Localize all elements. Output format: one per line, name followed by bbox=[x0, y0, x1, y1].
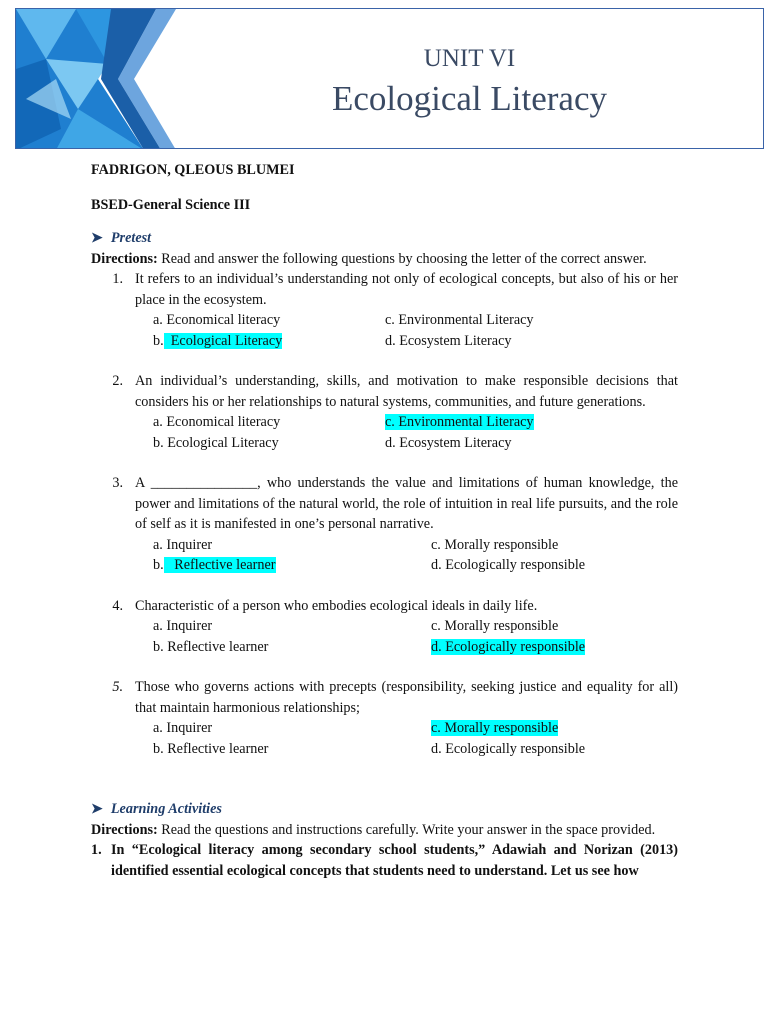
question-1: 1. It refers to an individual’s understanding not only of ecological concepts, but also of his or her place in the ecosystem. bbox=[112, 271, 678, 308]
option-d[interactable] bbox=[431, 637, 585, 658]
option-c[interactable] bbox=[385, 412, 534, 433]
arrow-bullet-icon: ➤ bbox=[91, 801, 103, 817]
question-5: 5. Those who governs actions with precepts (responsibility, seeking justice and equality for all) that maintain harmonious relationships; bbox=[112, 679, 678, 716]
option-a[interactable]: a. Inquirer bbox=[153, 536, 213, 553]
option-b[interactable]: b. Ecological Literacy bbox=[153, 332, 283, 349]
option-d[interactable]: d. Ecologically responsible bbox=[431, 740, 586, 757]
question-3-options bbox=[91, 535, 678, 576]
selected-answer: c. Morally responsible bbox=[431, 720, 559, 736]
activities-directions: Directions: Read the questions and instructions carefully. Write your answer in the space provided. bbox=[91, 821, 656, 838]
option-a[interactable]: a. Inquirer bbox=[153, 618, 213, 634]
option-d[interactable]: d. Ecosystem Literacy bbox=[385, 332, 512, 349]
option-a[interactable]: a. Inquirer bbox=[153, 720, 213, 736]
selected-answer: d. Ecologically responsible bbox=[431, 638, 586, 655]
activity-item-1: 1. In “Ecological literacy among secondary school students,” Adawiah and Norizan (2013) identified essential ecological concepts that students need to understand. Let us see how bbox=[91, 842, 678, 879]
option-b[interactable]: b. Reflective learner bbox=[153, 740, 269, 757]
question-2: 2. An individual’s understanding, skills, and motivation to make responsible decisions that considers his or her relationships to natural systems, communities, and future generations. bbox=[112, 373, 678, 410]
question-3: 3. A _______________, who understands the value and limitations of human knowledge, the power and limitations of the natural world, the role of intuition in real life pursuits, and the role of self as it is manifested in one’s personal narrative. bbox=[112, 475, 678, 532]
student-name: FADRIGON, QLEOUS BLUMEI bbox=[91, 162, 295, 178]
question-2-options bbox=[91, 412, 678, 453]
question-5-options bbox=[91, 718, 678, 759]
option-b[interactable]: b. Reflective learner bbox=[153, 557, 276, 573]
document-body bbox=[91, 158, 678, 881]
option-c[interactable]: c. Morally responsible bbox=[431, 536, 559, 553]
question-4: 4. Characteristic of a person who embodies ecological ideals in daily life. bbox=[112, 597, 538, 614]
pretest-directions: Directions: Read and answer the following questions by choosing the letter of the correct answer. bbox=[91, 250, 647, 267]
page-title: Ecological Literacy bbox=[332, 79, 607, 118]
arrow-bullet-icon: ➤ bbox=[91, 230, 103, 246]
selected-answer: Reflective learner bbox=[164, 557, 276, 573]
student-course: BSED-General Science III bbox=[91, 196, 251, 213]
option-c[interactable] bbox=[431, 718, 585, 739]
unit-label: UNIT VI bbox=[423, 45, 516, 72]
option-a[interactable]: a. Economical literacy bbox=[153, 414, 281, 430]
option-a[interactable]: a. Economical literacy bbox=[153, 312, 281, 328]
learning-activities-heading: ➤ Learning Activities bbox=[91, 801, 222, 817]
option-b[interactable]: b. Ecological Literacy bbox=[153, 434, 279, 451]
pretest-heading: ➤ Pretest bbox=[91, 230, 152, 246]
option-b[interactable]: b. Reflective learner bbox=[153, 638, 269, 655]
option-d[interactable]: d. Ecologically responsible bbox=[431, 557, 586, 573]
selected-answer: c. Environmental Literacy bbox=[385, 414, 534, 430]
option-c[interactable]: c. Environmental Literacy bbox=[385, 312, 534, 328]
question-4-options bbox=[91, 616, 678, 657]
unit-header-banner bbox=[15, 8, 764, 149]
selected-answer: Ecological Literacy bbox=[164, 333, 283, 349]
option-d[interactable]: d. Ecosystem Literacy bbox=[385, 434, 512, 451]
option-c[interactable]: c. Morally responsible bbox=[431, 618, 559, 634]
question-1-options bbox=[91, 310, 678, 351]
